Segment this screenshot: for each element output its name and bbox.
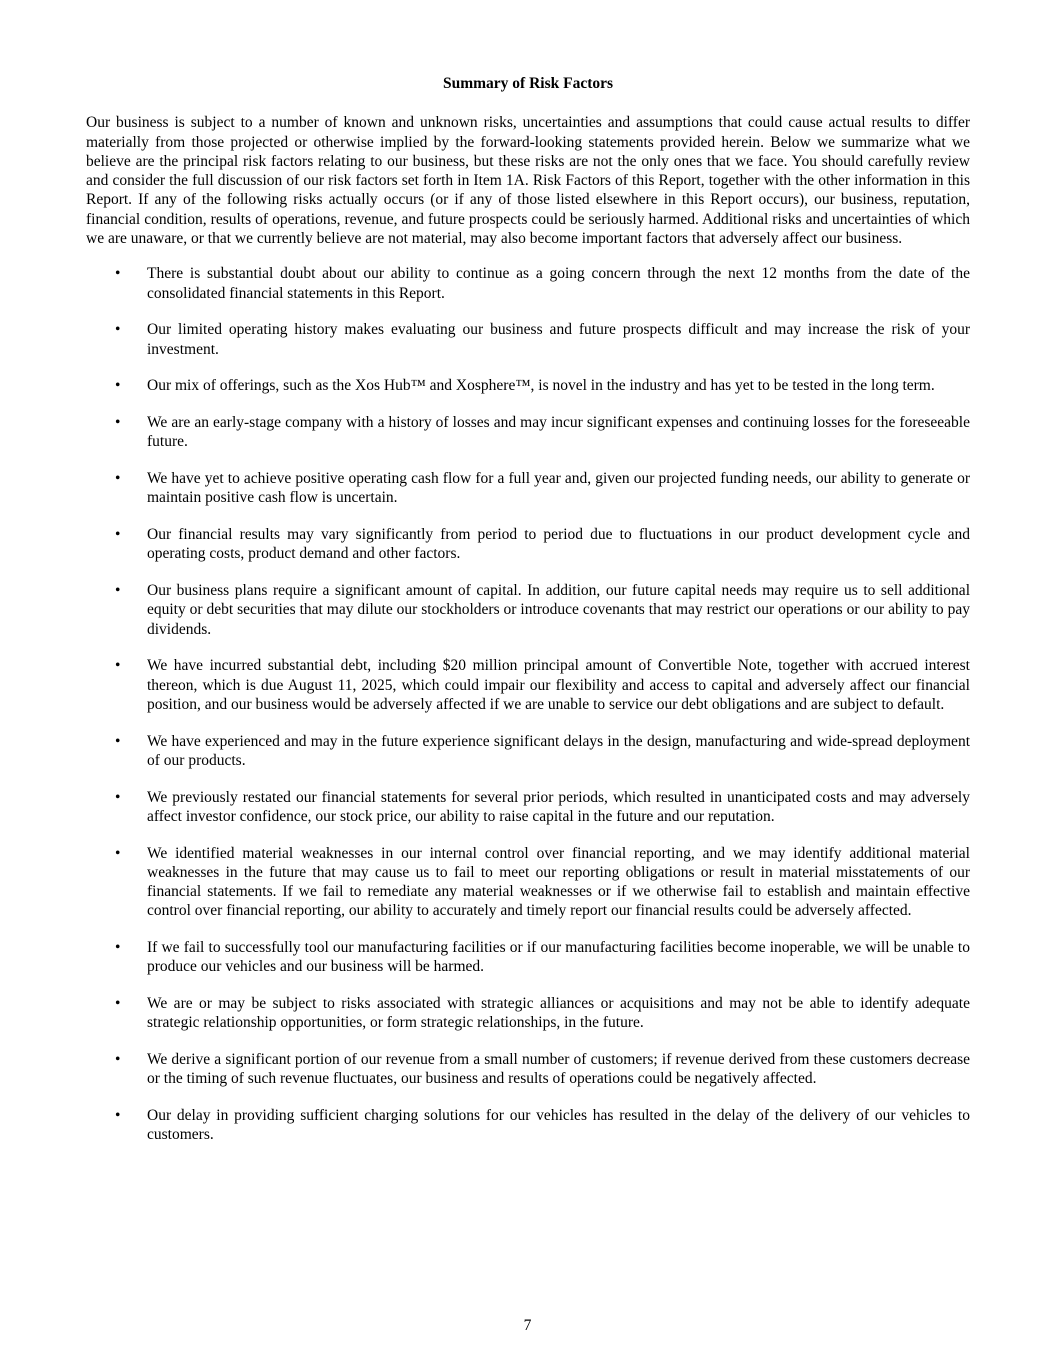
risk-factor-item [86, 844, 970, 921]
bullet-icon: • [115, 657, 121, 675]
bullet-icon: • [115, 321, 121, 339]
bullet-icon: • [115, 939, 121, 957]
risk-factor-list [86, 264, 970, 1144]
bullet-icon: • [115, 732, 121, 750]
bullet-icon: • [115, 414, 121, 432]
risk-factor-item [86, 376, 970, 395]
bullet-icon: • [115, 1107, 121, 1125]
risk-factor-text: We identified material weaknesses in our internal control over financial reporting, and we may identify additional material weaknesses in the future that may cause us to fail to meet our reporting obligations or result in material misstatements of our financial statements. If we fail to remediate any material weaknesses or if we otherwise fail to establish and maintain effective control over financial reporting, our ability to accurately and timely report our financial results could be adversely affected. [147, 844, 970, 920]
section-title: Summary of Risk Factors [442, 75, 614, 92]
risk-factor-text: We have incurred substantial debt, including $20 million principal amount of Convertible Note, together with accrued interest thereon, which is due August 11, 2025, which could impair our flexibility and access to capital and adversely affect our financial position, and our business would be adversely affected if we are unable to service our debt obligations and are subject to default. [147, 657, 970, 713]
risk-factor-item [86, 656, 970, 714]
risk-factor-text: Our mix of offerings, such as the Xos Hub™ and Xosphere™, is novel in the industry and has yet to be tested in the long term. [147, 377, 935, 395]
risk-factor-text: We derive a significant portion of our revenue from a small number of customers; if revenue derived from these customers decrease or the timing of such revenue fluctuates, our business and results of operations could be negatively affected. [147, 1051, 970, 1088]
risk-factor-text: Our delay in providing sufficient charging solutions for our vehicles has resulted in the delay of the delivery of our vehicles to customers. [147, 1107, 970, 1144]
risk-factor-text: Our limited operating history makes evaluating our business and future prospects difficult and may increase the risk of your investment. [147, 321, 970, 358]
risk-factor-item [86, 469, 970, 508]
risk-factor-item [86, 1050, 970, 1089]
risk-factor-item [86, 525, 970, 564]
risk-factor-item [86, 732, 970, 771]
bullet-icon: • [115, 844, 121, 862]
bullet-icon: • [115, 995, 121, 1013]
page-number: 7 [523, 1317, 532, 1334]
risk-factor-text: Our financial results may vary significantly from period to period due to fluctuations in our product development cycle and operating costs, product demand and other factors. [147, 526, 970, 563]
risk-factor-item [86, 788, 970, 827]
bullet-icon: • [115, 788, 121, 806]
risk-factor-item [86, 413, 970, 452]
risk-factor-item [86, 581, 970, 639]
bullet-icon: • [115, 1051, 121, 1069]
bullet-icon: • [115, 265, 121, 283]
risk-factor-text: We have experienced and may in the future experience significant delays in the design, manufacturing and wide-spread deployment of our products. [147, 732, 970, 769]
risk-factor-item [86, 320, 970, 359]
risk-factor-text: We have yet to achieve positive operating cash flow for a full year and, given our projected funding needs, our ability to generate or maintain positive cash flow is uncertain. [147, 470, 970, 507]
risk-factor-item [86, 994, 970, 1033]
risk-factor-item [86, 938, 970, 977]
risk-factor-text: Our business plans require a significant amount of capital. In addition, our future capital needs may require us to sell additional equity or debt securities that may dilute our stockholders or introduce covenants that may restrict our operations or our ability to pay dividends. [147, 581, 970, 638]
risk-factor-text: If we fail to successfully tool our manufacturing facilities or if our manufacturing facilities become inoperable, we will be unable to produce our vehicles and our business will be harmed. [147, 939, 970, 976]
risk-factor-item [86, 264, 970, 303]
bullet-icon: • [115, 581, 121, 599]
risk-factor-text: We are or may be subject to risks associated with strategic alliances or acquisitions and may not be able to identify adequate strategic relationship opportunities, or form strategic relationships, in the future. [147, 995, 970, 1032]
risk-factor-text: We are an early-stage company with a history of losses and may incur significant expenses and continuing losses for the foreseeable future. [147, 414, 970, 451]
bullet-icon: • [115, 470, 121, 488]
document-page [86, 74, 970, 1162]
bullet-icon: • [115, 526, 121, 543]
risk-factor-text: We previously restated our financial statements for several prior periods, which resulted in unanticipated costs and may adversely affect investor confidence, our stock price, our ability to raise capital in the future and our reputation. [147, 788, 970, 825]
bullet-icon: • [115, 377, 121, 395]
risk-factor-item [86, 1106, 970, 1145]
risk-factor-text: There is substantial doubt about our ability to continue as a going concern through the next 12 months from the date of the consolidated financial statements in this Report. [147, 265, 970, 302]
intro-paragraph: Our business is subject to a number of known and unknown risks, uncertainties and assumptions that could cause actual results to differ materially from those projected or otherwise implied by the forward-looking statements provided herein. Below we summarize what we believe are the principal risk factors relating to our business, but these risks are not the only ones that we face. You should carefully review and consider the full discussion of our risk factors set forth in Item 1A. Risk Factors of this Report, together with the other information in this Report. If any of the following risks actually occurs (or if any of those listed elsewhere in this Report occurs), our business, reputation, financial condition, results of operations, revenue, and future prospects could be seriously harmed. Additional risks and uncertainties of which we are unaware, or that we currently believe are not material, may also become important factors that adversely affect our business. [86, 114, 970, 248]
